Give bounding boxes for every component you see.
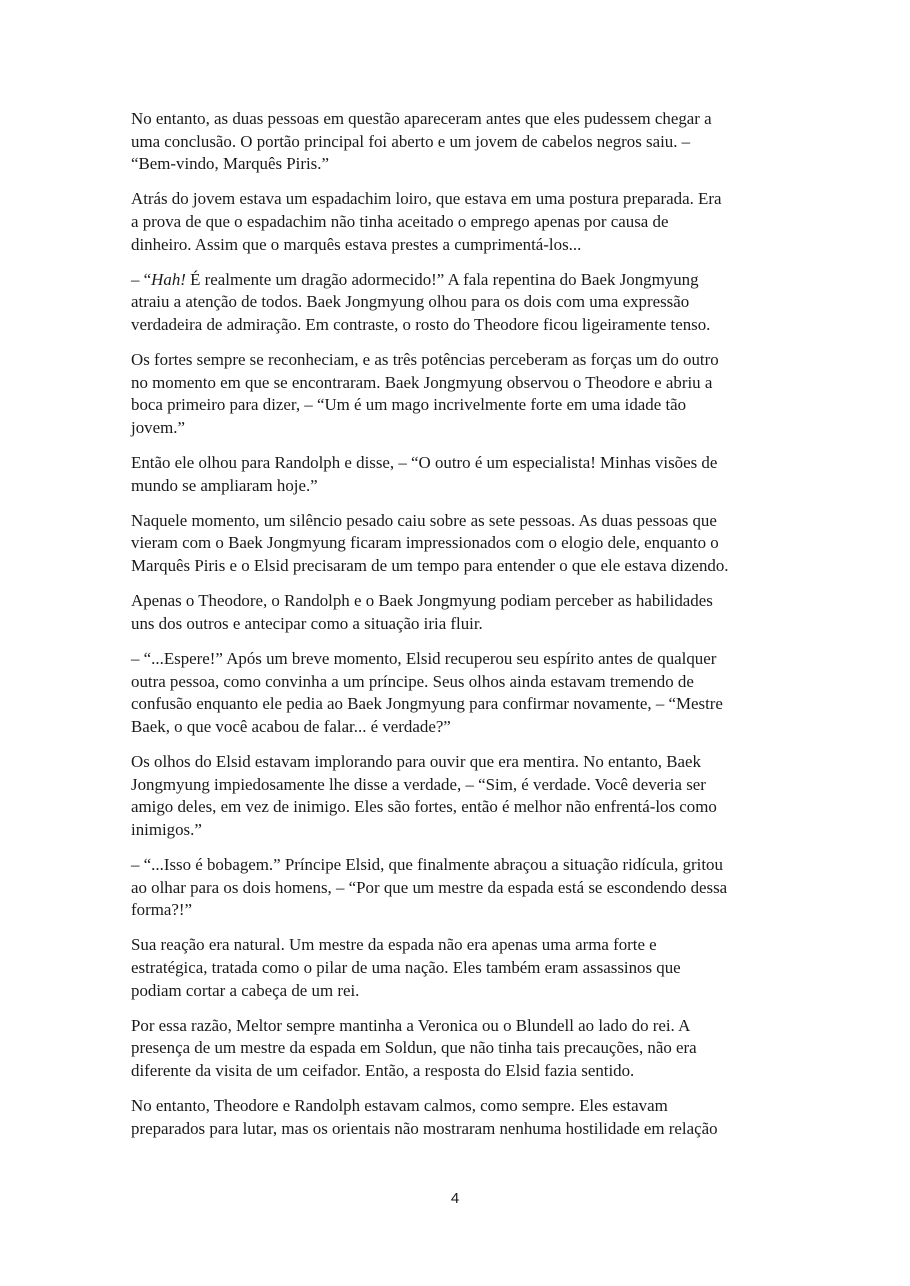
text-line: Os fortes sempre se reconheciam, e as três potências perceberam as forças um do outro bbox=[131, 350, 719, 370]
text-line: a prova de que o espadachim não tinha aceitado o emprego apenas por causa de bbox=[131, 211, 669, 231]
text-line: No entanto, Theodore e Randolph estavam calmos, como sempre. Eles estavam bbox=[131, 1096, 668, 1116]
text-line: atraiu a atenção de todos. Baek Jongmyung olhou para os dois com uma expressão bbox=[131, 292, 690, 312]
text-line: boca primeiro para dizer, – “Um é um mago incrivelmente forte em uma idade tão bbox=[131, 395, 687, 415]
paragraph-3 bbox=[131, 269, 779, 337]
paragraph-1 bbox=[131, 108, 779, 176]
text-run: É realmente um dragão adormecido!” A fala repentina do Baek Jongmyung bbox=[185, 269, 699, 289]
text-line: verdadeira de admiração. Em contraste, o rosto do Theodore ficou ligeiramente tenso. bbox=[131, 314, 711, 334]
paragraph-9 bbox=[131, 751, 779, 841]
paragraph-4 bbox=[131, 349, 779, 439]
text-line: Então ele olhou para Randolph e disse, – “O outro é um especialista! Minhas visões de bbox=[131, 453, 718, 473]
text-line: forma?!” bbox=[131, 900, 192, 920]
text-line: Jongmyung impiedosamente lhe disse a verdade, – “Sim, é verdade. Você deveria ser bbox=[131, 774, 706, 794]
text-line: Apenas o Theodore, o Randolph e o Baek Jongmyung podiam perceber as habilidades bbox=[131, 591, 713, 611]
text-line: diferente da visita de um ceifador. Então, a resposta do Elsid fazia sentido. bbox=[131, 1060, 635, 1080]
paragraph-7 bbox=[131, 590, 779, 635]
text-line: Atrás do jovem estava um espadachim loiro, que estava em uma postura preparada. Era bbox=[131, 189, 722, 209]
text-line: Por essa razão, Meltor sempre mantinha a Veronica ou o Blundell ao lado do rei. A bbox=[131, 1015, 691, 1035]
paragraph-11 bbox=[131, 934, 779, 1002]
text-line: Sua reação era natural. Um mestre da espada não era apenas uma arma forte e bbox=[131, 935, 657, 955]
text-line: “Bem-vindo, Marquês Piris.” bbox=[131, 154, 329, 174]
paragraph-10 bbox=[131, 854, 779, 922]
text-line: uma conclusão. O portão principal foi aberto e um jovem de cabelos negros saiu. – bbox=[131, 131, 691, 151]
text-run: – “ bbox=[131, 269, 152, 289]
paragraph-8 bbox=[131, 648, 779, 738]
text-line: confusão enquanto ele pedia ao Baek Jongmyung para confirmar novamente, – “Mestre bbox=[131, 694, 723, 714]
text-line: uns dos outros e antecipar como a situação iria fluir. bbox=[131, 613, 483, 633]
text-line: Os olhos do Elsid estavam implorando para ouvir que era mentira. No entanto, Baek bbox=[131, 752, 701, 771]
text-line: – “...Isso é bobagem.” Príncipe Elsid, que finalmente abraçou a situação ridícula, gritou bbox=[131, 854, 723, 874]
text-line: outra pessoa, como convinha a um príncipe. Seus olhos ainda estavam tremendo de bbox=[131, 671, 694, 691]
text-line: inimigos.” bbox=[131, 819, 202, 839]
text-line: Naquele momento, um silêncio pesado caiu sobre as sete pessoas. As duas pessoas que bbox=[131, 510, 717, 530]
text-line: preparados para lutar, mas os orientais não mostraram nenhuma hostilidade em relação bbox=[131, 1118, 718, 1138]
text-line: No entanto, as duas pessoas em questão apareceram antes que eles pudessem chegar a bbox=[131, 109, 712, 128]
text-line: Marquês Piris e o Elsid precisaram de um tempo para entender o que ele estava dizendo. bbox=[131, 556, 729, 576]
text-line: estratégica, tratada como o pilar de uma nação. Eles também eram assassinos que bbox=[131, 957, 681, 977]
text-line: no momento em que se encontraram. Baek Jongmyung observou o Theodore e abriu a bbox=[131, 372, 713, 392]
paragraph-13 bbox=[131, 1095, 779, 1140]
text-line: Baek, o que você acabou de falar... é verdade?” bbox=[131, 716, 451, 736]
text-line: jovem.” bbox=[131, 417, 185, 437]
text-line: mundo se ampliaram hoje.” bbox=[131, 475, 318, 495]
paragraph-2 bbox=[131, 188, 779, 256]
text-line: ao olhar para os dois homens, – “Por que um mestre da espada está se escondendo dessa bbox=[131, 877, 728, 897]
page-body bbox=[131, 108, 779, 1153]
paragraph-5 bbox=[131, 452, 779, 497]
text-line: presença de um mestre da espada em Soldun, que não tinha tais precauções, não era bbox=[131, 1038, 697, 1058]
text-line: vieram com o Baek Jongmyung ficaram impressionados com o elogio dele, enquanto o bbox=[131, 533, 719, 553]
paragraph-6 bbox=[131, 510, 779, 578]
text-line: podiam cortar a cabeça de um rei. bbox=[131, 980, 360, 1000]
page-number: 4 bbox=[450, 1190, 460, 1207]
text-line: – “...Espere!” Após um breve momento, Elsid recuperou seu espírito antes de qualquer bbox=[131, 649, 717, 669]
text-line: dinheiro. Assim que o marquês estava prestes a cumprimentá-los... bbox=[131, 234, 582, 254]
text-line: amigo deles, em vez de inimigo. Eles são fortes, então é melhor não enfrentá-los como bbox=[131, 797, 717, 817]
italic-exclamation: Hah! bbox=[151, 269, 186, 289]
paragraph-12 bbox=[131, 1015, 779, 1083]
